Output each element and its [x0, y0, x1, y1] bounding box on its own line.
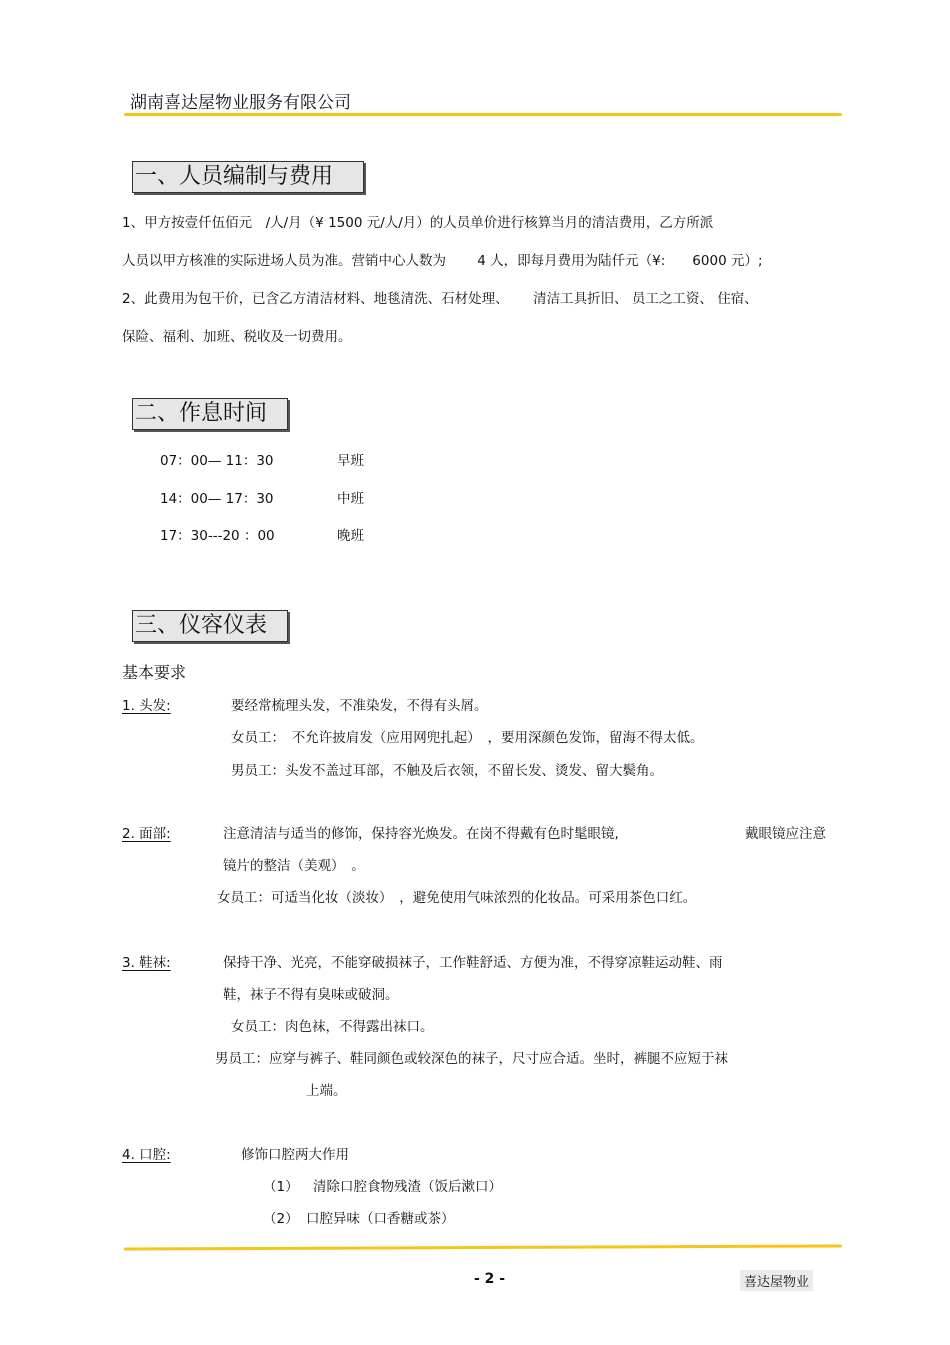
section-heading-staffing: 一、人员编制与费用 [132, 161, 364, 193]
item-text: 要经常梳理头发，不准染发，不得有头屑。 [231, 698, 488, 714]
item-label-mouth: 4. 口腔: [122, 1147, 171, 1163]
item-text: 女员工：可适当化妆（淡妆） ，避免使用气味浓烈的化妆品。可采用茶色口红。 [217, 890, 697, 906]
item-text: 镜片的整洁（美观） 。 [223, 858, 365, 874]
shift-name: 中班 [337, 491, 364, 507]
list-item: 清除口腔食物残渣（饭后漱口） [313, 1179, 502, 1195]
header-rule [124, 113, 842, 116]
item-text: 上端。 [306, 1083, 347, 1099]
item-label-face: 2. 面部: [122, 826, 171, 842]
paragraph-line: 人员以甲方核准的实际进场人员为准。营销中心人数为 4 人，即每月费用为陆仟元（¥: 6000 元）; [122, 253, 763, 269]
list-number: （1） [263, 1179, 299, 1195]
item-text: 女员工： 不允许披肩发（应用网兜扎起） ，要用深颜色发饰，留海不得太低。 [231, 730, 704, 746]
shift-name: 早班 [337, 453, 364, 469]
paragraph-line: 保险、福利、加班、税收及一切费用。 [122, 329, 352, 345]
shift-name: 晚班 [337, 528, 364, 544]
list-number: （2） [263, 1211, 299, 1227]
shift-time: 07：00— 11：30 [160, 453, 274, 469]
item-label-shoes: 3. 鞋袜: [122, 955, 171, 971]
item-text: 男员工：头发不盖过耳部，不触及后衣领，不留长发、烫发、留大鬓角。 [231, 763, 663, 779]
footer-brand: 喜达屋物业 [740, 1270, 813, 1291]
item-text: 注意清洁与适当的修饰，保持容光焕发。在岗不得戴有色时髦眼镜, [223, 826, 619, 842]
paragraph-line: 2、此费用为包干价，已含乙方清洁材料、地毯清洗、石材处理、 清洁工具折旧、 员工之工资、 住宿、 [122, 291, 758, 307]
company-name: 湖南喜达屋物业服务有限公司 [130, 93, 351, 113]
item-text: 修饰口腔两大作用 [241, 1147, 349, 1163]
item-text: 女员工：肉色袜，不得露出袜口。 [231, 1019, 434, 1035]
list-item: 口腔异味（口香糖或茶） [306, 1211, 455, 1227]
page-number: - 2 - [474, 1271, 506, 1287]
shift-time: 17：30---20 ：00 [160, 528, 275, 544]
item-text: 男员工：应穿与裤子、鞋同颜色或较深色的袜子，尺寸应合适。坐时，裤腿不应短于袜 [215, 1051, 728, 1067]
item-label-hair: 1. 头发: [122, 698, 171, 714]
subheading-basic-requirements: 基本要求 [122, 663, 187, 682]
item-text: 戴眼镜应注意 [745, 826, 826, 842]
section-heading-appearance: 三、仪容仪表 [132, 610, 288, 642]
paragraph-line: 1、甲方按壹仟伍佰元 /人/月（¥ 1500 元/人/月）的人员单价进行核算当月的清洁费用，乙方所派 [122, 215, 714, 231]
item-text: 保持干净、光亮，不能穿破损袜子，工作鞋舒适、方便为准，不得穿凉鞋运动鞋、雨 [223, 955, 723, 971]
footer-rule [124, 1244, 842, 1250]
item-text: 鞋，袜子不得有臭味或破洞。 [223, 987, 399, 1003]
shift-time: 14：00— 17：30 [160, 491, 274, 507]
section-heading-schedule: 二、作息时间 [132, 398, 288, 430]
